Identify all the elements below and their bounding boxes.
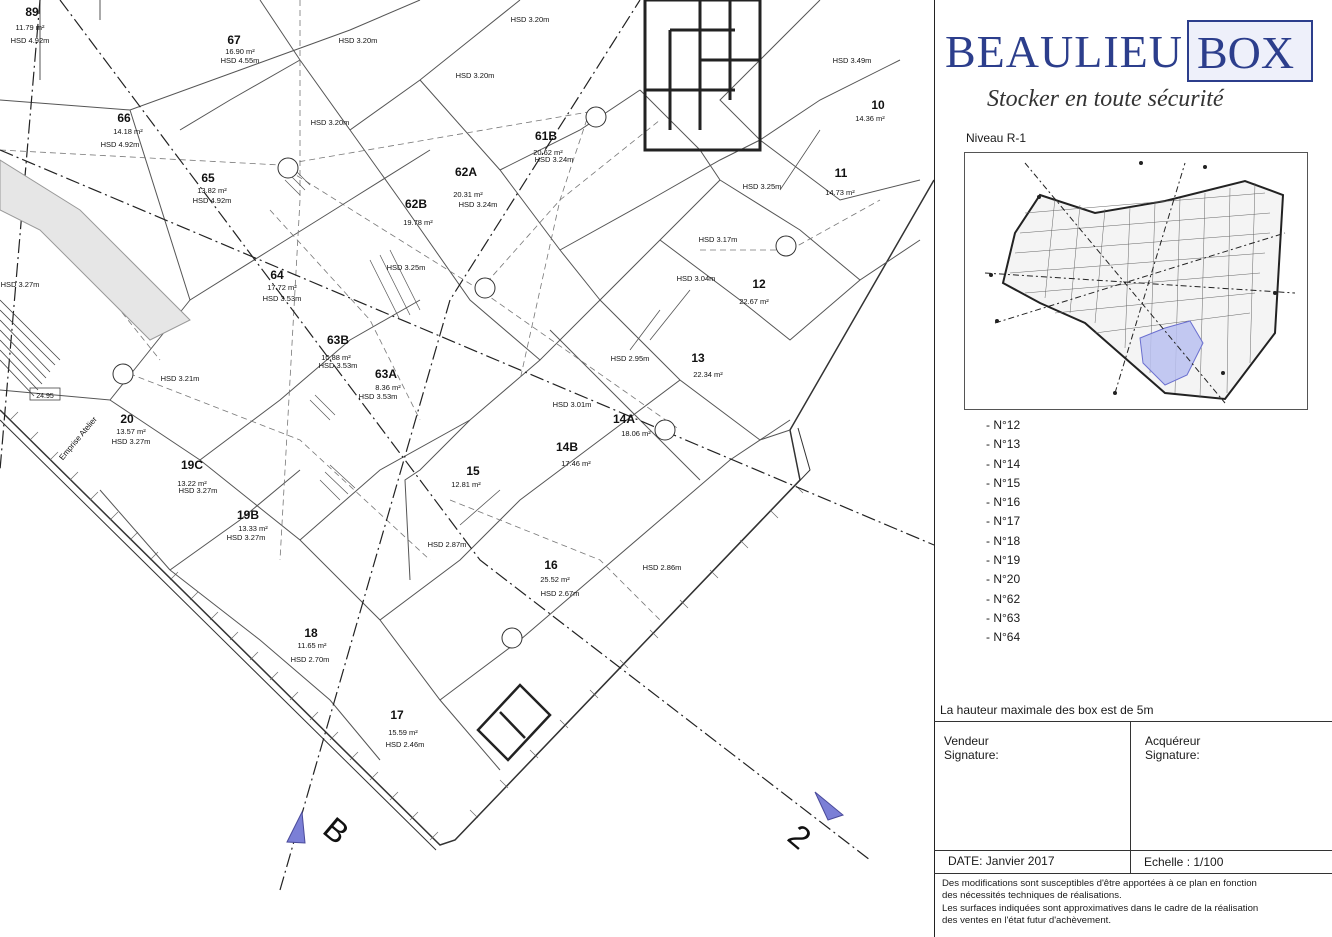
svg-text:HSD 4.55m: HSD 4.55m xyxy=(220,56,260,65)
svg-text:14.73 m²: 14.73 m² xyxy=(825,188,855,197)
site-minimap xyxy=(964,152,1308,410)
seller-signature-field[interactable]: Signature: xyxy=(944,748,999,762)
svg-text:11.79 m²: 11.79 m² xyxy=(15,23,45,32)
svg-text:10: 10 xyxy=(871,98,885,112)
svg-text:62B: 62B xyxy=(404,197,428,211)
svg-text:62A: 62A xyxy=(454,165,478,179)
svg-text:64: 64 xyxy=(270,268,284,282)
svg-text:63B: 63B xyxy=(326,333,350,347)
svg-text:63A: 63A xyxy=(374,367,398,381)
table-divider xyxy=(934,850,1332,851)
room-61b[interactable] xyxy=(533,129,573,164)
svg-text:25.52 m²: 25.52 m² xyxy=(540,575,570,584)
svg-text:17.46 m²: 17.46 m² xyxy=(561,459,591,468)
svg-text:66: 66 xyxy=(117,111,131,125)
svg-text:11.65 m²: 11.65 m² xyxy=(297,641,327,650)
svg-text:HSD 4.92m: HSD 4.92m xyxy=(192,196,232,205)
box-list-item: - N°64 xyxy=(986,630,1021,645)
room-13[interactable] xyxy=(691,351,723,379)
room-15[interactable] xyxy=(451,464,481,489)
disclaimer-line: des ventes en l'état futur d'achèvement. xyxy=(942,915,1111,927)
svg-text:18.06 m²: 18.06 m² xyxy=(621,429,651,438)
hsd-label: HSD 3.49m xyxy=(832,56,872,65)
room-66[interactable] xyxy=(101,111,144,149)
svg-text:HSD 3.27m: HSD 3.27m xyxy=(111,437,151,446)
svg-text:18: 18 xyxy=(304,626,318,640)
room-11[interactable] xyxy=(825,166,855,197)
svg-text:HSD 3.53m: HSD 3.53m xyxy=(358,392,398,401)
room-63a[interactable] xyxy=(359,367,402,401)
room-14b[interactable] xyxy=(556,440,591,468)
brand-box-badge xyxy=(1187,20,1313,82)
svg-text:14.18 m²: 14.18 m² xyxy=(113,127,143,136)
room-62b[interactable] xyxy=(403,197,433,227)
hsd-label: HSD 3.20m xyxy=(338,36,378,45)
room-19c[interactable] xyxy=(177,458,217,495)
box-list-item: - N°15 xyxy=(986,475,1021,490)
hsd-label: HSD 3.21m xyxy=(160,374,200,383)
hsd-label: HSD 3.20m xyxy=(510,15,550,24)
svg-text:19B: 19B xyxy=(236,508,260,522)
svg-text:17.72 m²: 17.72 m² xyxy=(267,283,297,292)
minimap-drawing xyxy=(965,153,1307,409)
room-12[interactable] xyxy=(739,277,769,306)
brand-box-text: BOX xyxy=(1197,27,1295,78)
svg-text:10.88 m²: 10.88 m² xyxy=(321,353,351,362)
hsd-label: HSD 3.04m xyxy=(676,274,716,283)
svg-text:20: 20 xyxy=(120,412,134,426)
svg-text:22.67 m²: 22.67 m² xyxy=(739,297,769,306)
svg-text:HSD 3.53m: HSD 3.53m xyxy=(262,294,302,303)
svg-text:15: 15 xyxy=(466,464,480,478)
brand-name: BEAULIEU xyxy=(945,26,1183,77)
box-list-item: - N°20 xyxy=(986,572,1021,587)
svg-text:HSD 3.24m: HSD 3.24m xyxy=(458,200,498,209)
box-list-item: - N°13 xyxy=(986,437,1021,452)
hsd-label: HSD 3.25m xyxy=(386,263,426,272)
svg-text:13.82 m²: 13.82 m² xyxy=(197,186,227,195)
disclaimer-notes xyxy=(942,878,1322,928)
brand-logo xyxy=(945,20,1315,80)
disclaimer-line: Des modifications sont susceptibles d'être apportées à ce plan en fonction xyxy=(942,878,1257,889)
svg-text:14B: 14B xyxy=(555,440,579,454)
box-list-item: - N°12 xyxy=(986,418,1021,432)
section-marker-b-icon xyxy=(287,812,305,843)
axis-label-b: B xyxy=(316,809,356,852)
hsd-label: HSD 2.95m xyxy=(610,354,650,363)
table-divider xyxy=(934,721,1332,722)
room-18[interactable] xyxy=(291,626,330,664)
svg-text:16.90 m²: 16.90 m² xyxy=(225,47,255,56)
seller-label: Vendeur xyxy=(944,734,989,748)
hsd-label: HSD 3.25m xyxy=(742,182,782,191)
box-list-item: - N°63 xyxy=(986,610,1021,625)
hsd-label: HSD 3.20m xyxy=(455,71,495,80)
hsd-label: HSD 2.86m xyxy=(642,563,682,572)
svg-text:HSD 2.46m: HSD 2.46m xyxy=(385,740,425,749)
buyer-label: Acquéreur xyxy=(1145,734,1201,748)
svg-text:13.57 m²: 13.57 m² xyxy=(116,427,146,436)
room-65[interactable] xyxy=(193,171,232,205)
box-list-item: - N°17 xyxy=(986,514,1021,529)
disclaimer-line: Les surfaces indiquées sont approximatives dans le cadre de la réalisation xyxy=(942,902,1259,914)
scale-label: Echelle : 1/100 xyxy=(1144,855,1224,869)
svg-text:17: 17 xyxy=(390,708,404,722)
svg-text:HSD 3.27m: HSD 3.27m xyxy=(226,533,266,542)
svg-text:61B: 61B xyxy=(534,129,558,143)
hsd-label: HSD 2.87m xyxy=(427,540,467,549)
svg-text:HSD 2.70m: HSD 2.70m xyxy=(290,655,330,664)
room-62a[interactable] xyxy=(453,165,497,209)
section-marker-2-icon xyxy=(815,792,843,820)
buyer-signature-field[interactable]: Signature: xyxy=(1145,748,1200,762)
room-89[interactable] xyxy=(11,5,50,45)
svg-text:16: 16 xyxy=(544,558,558,572)
svg-text:22.34 m²: 22.34 m² xyxy=(693,370,723,379)
svg-text:HSD 4.92m: HSD 4.92m xyxy=(100,140,140,149)
brand-tagline: Stocker en toute sécurité xyxy=(987,86,1224,112)
svg-text:12.81 m²: 12.81 m² xyxy=(451,480,481,489)
atelier-label: Emprise Atelier xyxy=(57,414,99,462)
svg-text:14A: 14A xyxy=(612,412,636,426)
table-divider xyxy=(1130,721,1131,873)
svg-text:89: 89 xyxy=(25,5,39,19)
max-height-note: La hauteur maximale des box est de 5m xyxy=(940,703,1154,717)
svg-text:HSD 3.24m: HSD 3.24m xyxy=(534,155,574,164)
level-label: Niveau R-1 xyxy=(966,131,1027,145)
hsd-label: HSD 3.20m xyxy=(310,118,350,127)
hsd-label: HSD 3.01m xyxy=(552,400,592,409)
svg-text:HSD 3.27m: HSD 3.27m xyxy=(178,486,218,495)
svg-text:13.22 m²: 13.22 m² xyxy=(177,479,207,488)
svg-text:HSD 2.67m: HSD 2.67m xyxy=(540,589,580,598)
svg-text:65: 65 xyxy=(201,171,215,185)
box-list-item: - N°18 xyxy=(986,533,1021,548)
svg-text:13.33 m²: 13.33 m² xyxy=(238,524,268,533)
svg-text:20.62 m²: 20.62 m² xyxy=(533,148,563,157)
svg-text:14.36 m²: 14.36 m² xyxy=(855,114,885,123)
date-label: DATE: Janvier 2017 xyxy=(948,854,1055,868)
box-list xyxy=(986,416,1020,648)
disclaimer-line: des nécessités techniques de réalisations. xyxy=(942,890,1122,902)
svg-text:8.36 m²: 8.36 m² xyxy=(375,383,401,392)
svg-text:13: 13 xyxy=(691,351,705,365)
room-10[interactable] xyxy=(855,98,885,123)
svg-text:HSD 4.92m: HSD 4.92m xyxy=(10,36,50,45)
svg-text:12: 12 xyxy=(752,277,766,291)
room-17[interactable] xyxy=(386,708,425,749)
hsd-label: HSD 3.17m xyxy=(698,235,738,244)
level-mark: 24.95 xyxy=(36,393,54,400)
axis-label-2: 2 xyxy=(781,817,819,857)
room-16[interactable] xyxy=(540,558,579,598)
room-20[interactable] xyxy=(112,412,151,446)
svg-text:15.59 m²: 15.59 m² xyxy=(388,728,418,737)
svg-text:20.31 m²: 20.31 m² xyxy=(453,190,483,199)
svg-text:67: 67 xyxy=(227,33,241,47)
box-list-item: - N°14 xyxy=(986,456,1021,471)
room-67[interactable] xyxy=(221,33,260,65)
svg-text:11: 11 xyxy=(834,166,848,180)
box-list-item: - N°19 xyxy=(986,553,1021,568)
box-list-item: - N°16 xyxy=(986,495,1021,510)
svg-text:19.78 m²: 19.78 m² xyxy=(403,218,433,227)
hsd-label: HSD 3.27m xyxy=(0,280,40,289)
table-divider xyxy=(934,873,1332,874)
svg-text:19C: 19C xyxy=(180,458,204,472)
box-list-item: - N°62 xyxy=(986,591,1021,606)
svg-text:HSD 3.53m: HSD 3.53m xyxy=(318,361,358,370)
